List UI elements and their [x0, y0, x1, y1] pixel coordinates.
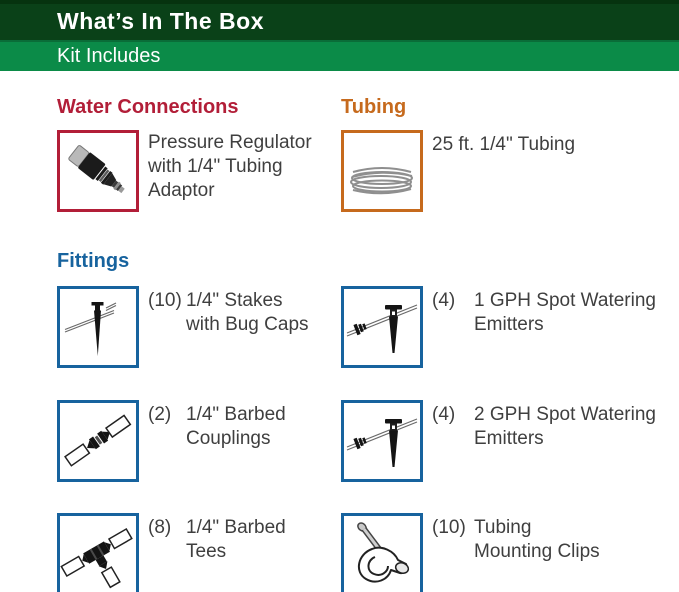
two-gph-emitter-box — [341, 400, 423, 482]
item-count: (10) — [148, 290, 182, 311]
tubing-label — [432, 133, 575, 157]
item-count: (4) — [432, 404, 456, 425]
stake-icon — [60, 289, 136, 365]
tee-icon — [60, 516, 136, 592]
banner-top-strip — [0, 0, 679, 4]
label-line: 1/4" Stakes — [186, 290, 283, 311]
label-line: with Bug Caps — [186, 314, 309, 335]
tubing-coil-icon — [344, 133, 420, 209]
label-line: 25 ft. 1/4" Tubing — [432, 134, 576, 155]
label-line: Couplings — [186, 428, 271, 449]
couplings-box — [57, 400, 139, 482]
item-count: (8) — [148, 517, 172, 538]
kit-includes-label: Kit Includes — [57, 45, 161, 67]
label-line: Emitters — [474, 428, 544, 449]
tubing-box — [341, 130, 423, 212]
item-count: (10) — [432, 517, 466, 538]
two-gph-emitter-label — [474, 403, 656, 451]
label-line: Emitters — [474, 314, 544, 335]
pressure-regulator-box — [57, 130, 139, 212]
item-count: (2) — [148, 404, 172, 425]
coupling-icon — [60, 403, 136, 479]
tubing-heading: Tubing — [341, 96, 407, 118]
label-line: with 1/4" Tubing — [148, 156, 283, 177]
item-count: (4) — [432, 290, 456, 311]
pressure-regulator-icon — [60, 133, 136, 209]
label-line: Tubing — [474, 517, 532, 538]
couplings-label — [186, 403, 286, 451]
mounting-clips-label — [474, 516, 600, 564]
stakes-label — [186, 289, 309, 337]
one-gph-emitter-label — [474, 289, 656, 337]
label-line: 1/4" Barbed — [186, 404, 286, 425]
label-line: 1/4" Barbed — [186, 517, 286, 538]
clip-icon — [344, 516, 420, 592]
mounting-clips-box — [341, 513, 423, 592]
stakes-box — [57, 286, 139, 368]
title-banner — [0, 0, 679, 40]
kit-includes-bar — [0, 40, 679, 71]
emitter-icon — [344, 403, 420, 479]
label-line: 2 GPH Spot Watering — [474, 404, 656, 425]
emitter-icon — [344, 289, 420, 365]
fittings-heading: Fittings — [57, 250, 130, 272]
label-line: Tees — [186, 541, 227, 562]
pressure-regulator-label — [148, 131, 312, 203]
label-line: Pressure Regulator — [148, 132, 312, 153]
tees-box — [57, 513, 139, 592]
water-connections-heading: Water Connections — [57, 96, 239, 118]
label-line: Mounting Clips — [474, 541, 600, 562]
one-gph-emitter-box — [341, 286, 423, 368]
label-line: 1 GPH Spot Watering — [474, 290, 656, 311]
page-title: What’s In The Box — [57, 8, 264, 34]
tees-label — [186, 516, 286, 564]
label-line: Adaptor — [148, 180, 215, 201]
